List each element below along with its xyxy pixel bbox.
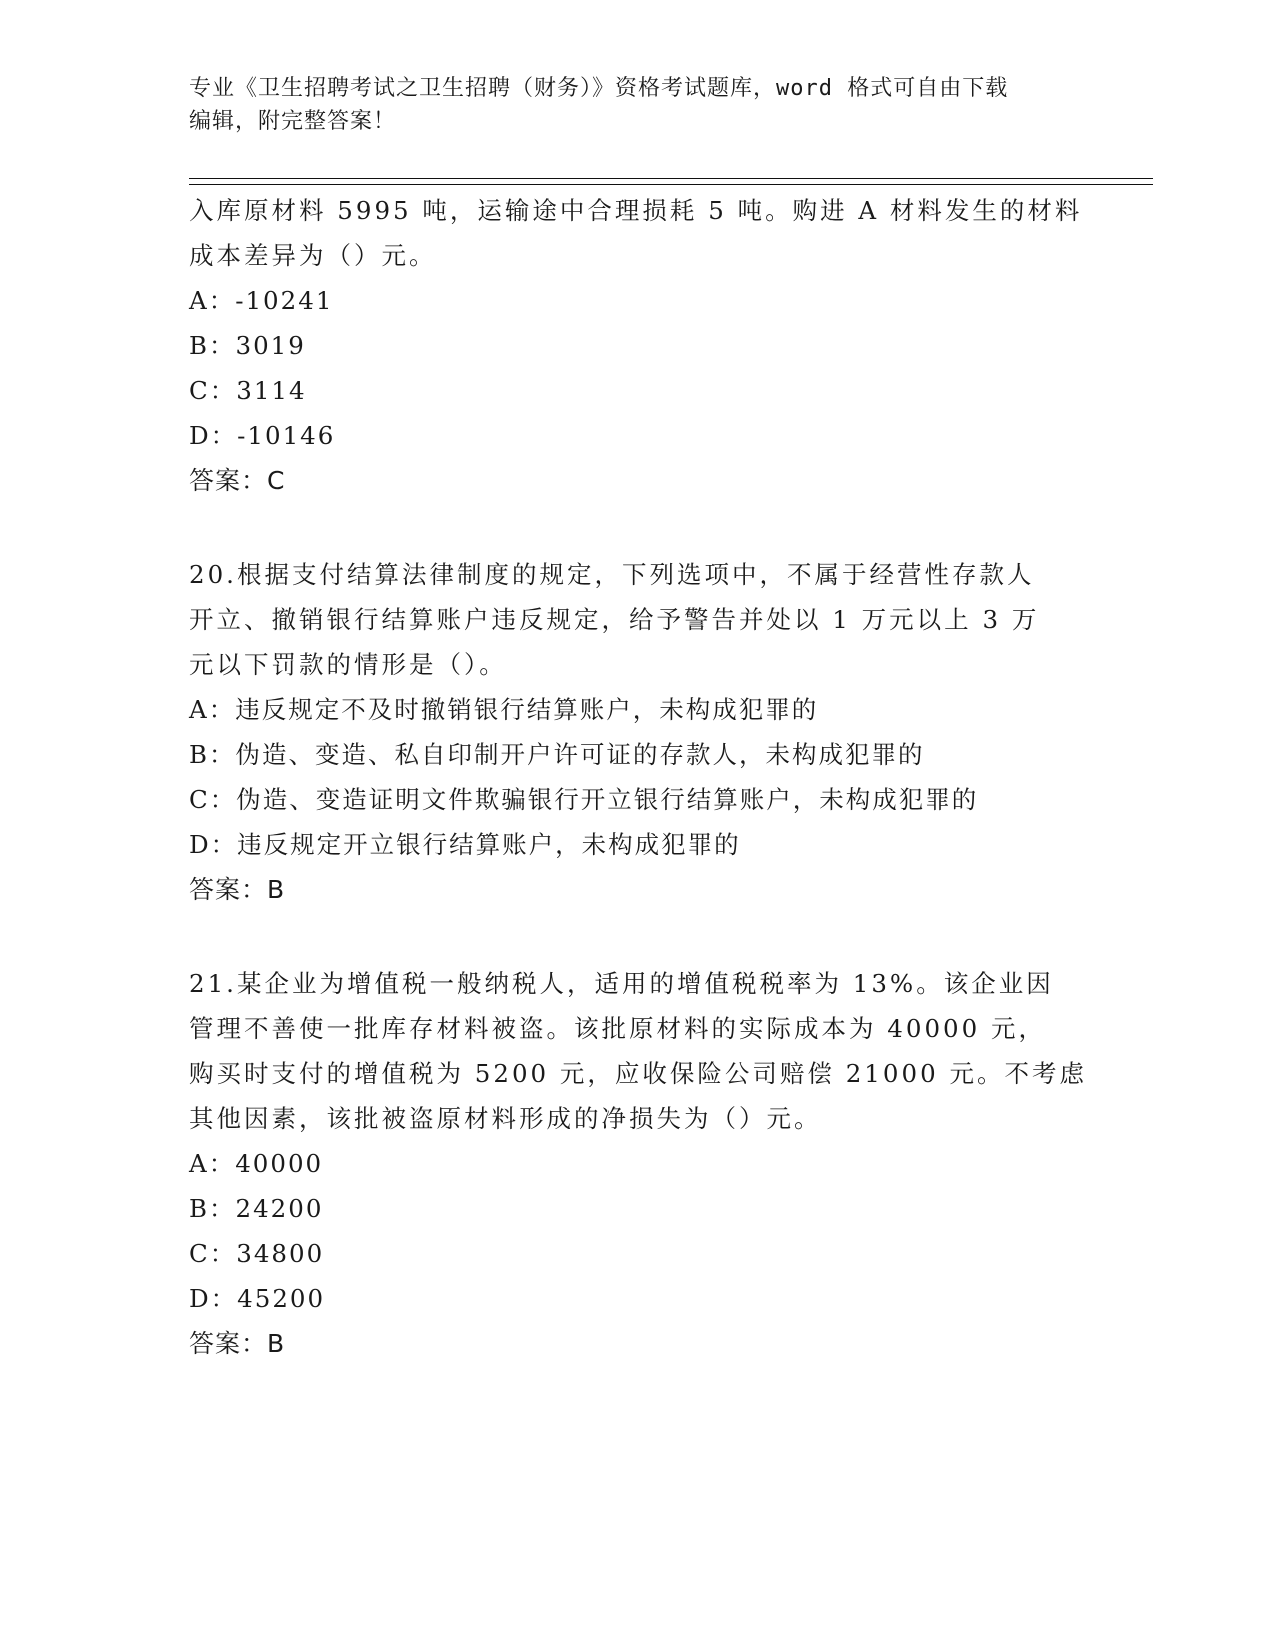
option-b: B：伪造、变造、私自印制开户许可证的存款人，未构成犯罪的 bbox=[189, 740, 925, 769]
question-spacer bbox=[189, 503, 1089, 552]
question-text bbox=[189, 188, 1089, 278]
option-c: C：3114 bbox=[189, 376, 307, 405]
question-item bbox=[189, 552, 1089, 912]
option-d: D：-10146 bbox=[189, 421, 336, 450]
question-item bbox=[189, 961, 1089, 1366]
question-text-line: 入库原材料 5995 吨，运输途中合理损耗 5 吨。购进 A 材料发生的材料 bbox=[189, 196, 1083, 225]
option-b: B：3019 bbox=[189, 331, 306, 360]
header-divider bbox=[189, 178, 1153, 179]
question-text-line: 20.根据支付结算法律制度的规定，下列选项中，不属于经营性存款人 bbox=[189, 560, 1035, 589]
answer: 答案：B bbox=[189, 875, 286, 904]
question-text-line: 元以下罚款的情形是（）。 bbox=[189, 650, 507, 679]
header-line: 专业《卫生招聘考试之卫生招聘（财务）》资格考试题库，word 格式可自由下载 bbox=[189, 76, 1009, 101]
answer: 答案：C bbox=[189, 466, 286, 495]
question-item bbox=[189, 188, 1089, 503]
header-line: 编辑，附完整答案！ bbox=[189, 109, 397, 134]
option-d: D：45200 bbox=[189, 1284, 326, 1313]
header-divider bbox=[189, 184, 1153, 185]
question-spacer bbox=[189, 912, 1089, 961]
question-text-line: 开立、撤销银行结算账户违反规定，给予警告并处以 1 万元以上 3 万 bbox=[189, 605, 1040, 634]
option-a: A：40000 bbox=[189, 1149, 324, 1178]
option-b: B：24200 bbox=[189, 1194, 324, 1223]
option-a: A：-10241 bbox=[189, 286, 334, 315]
question-list bbox=[189, 188, 1089, 1366]
question-text bbox=[189, 961, 1089, 1141]
option-d: D：违反规定开立银行结算账户，未构成犯罪的 bbox=[189, 830, 741, 859]
option-a: A：违反规定不及时撤销银行结算账户，未构成犯罪的 bbox=[189, 695, 819, 724]
question-text-line: 管理不善使一批库存材料被盗。该批原材料的实际成本为 40000 元， bbox=[189, 1014, 1047, 1043]
document-header bbox=[189, 72, 1089, 138]
question-text-line: 成本差异为（）元。 bbox=[189, 241, 437, 270]
answer: 答案：B bbox=[189, 1329, 286, 1358]
question-text bbox=[189, 552, 1089, 687]
question-text-line: 21.某企业为增值税一般纳税人，适用的增值税税率为 13%。该企业因 bbox=[189, 969, 1054, 998]
option-c: C：34800 bbox=[189, 1239, 325, 1268]
question-text-line: 购买时支付的增值税为 5200 元，应收保险公司赔偿 21000 元。不考虑 bbox=[189, 1059, 1087, 1088]
option-c: C：伪造、变造证明文件欺骗银行开立银行结算账户，未构成犯罪的 bbox=[189, 785, 979, 814]
question-text-line: 其他因素，该批被盗原材料形成的净损失为（）元。 bbox=[189, 1104, 822, 1133]
